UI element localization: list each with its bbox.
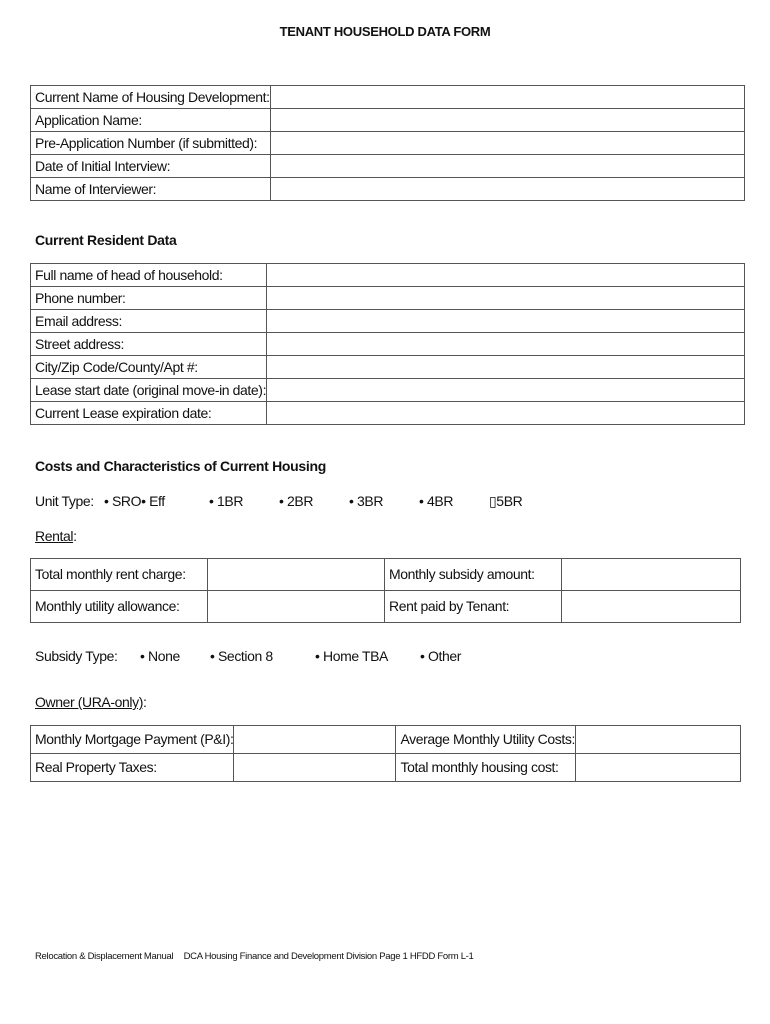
email-address-label: Email address: (31, 310, 267, 333)
street-address-label: Street address: (31, 333, 267, 356)
rent-charge-field[interactable] (208, 559, 385, 591)
table-row (31, 379, 745, 402)
unit-type-option-4br[interactable]: • 4BR (419, 493, 454, 509)
owner-label: Owner (URA-only) (35, 694, 143, 710)
property-taxes-label: Real Property Taxes: (31, 754, 234, 782)
street-address-field[interactable] (267, 333, 745, 356)
email-address-field[interactable] (267, 310, 745, 333)
rent-paid-field[interactable] (562, 591, 741, 623)
housing-development-field[interactable] (270, 86, 744, 109)
table-row (31, 109, 745, 132)
phone-number-label: Phone number: (31, 287, 267, 310)
unit-type-label: Unit Type: (35, 493, 94, 509)
unit-type-row (0, 493, 770, 513)
utility-allowance-label: Monthly utility allowance: (31, 591, 208, 623)
table-row (31, 155, 745, 178)
table-row (31, 287, 745, 310)
table-row (31, 559, 741, 591)
page-footer (35, 951, 482, 962)
housing-development-label: Current Name of Housing Development: (31, 86, 271, 109)
head-of-household-label: Full name of head of household: (31, 264, 267, 287)
unit-type-option-1br[interactable]: • 1BR (209, 493, 244, 509)
subsidy-amount-label: Monthly subsidy amount: (385, 559, 562, 591)
costs-section-heading: Costs and Characteristics of Current Housing (35, 458, 326, 474)
table-row (31, 178, 745, 201)
subsidy-option-home-tba[interactable]: • Home TBA (315, 648, 389, 664)
subsidy-type-row (0, 648, 770, 668)
table-row (31, 402, 745, 425)
table-row (31, 132, 745, 155)
property-taxes-field[interactable] (234, 754, 396, 782)
subsidy-amount-field[interactable] (562, 559, 741, 591)
interviewer-name-label: Name of Interviewer: (31, 178, 271, 201)
housing-cost-field[interactable] (575, 754, 740, 782)
resident-section-heading: Current Resident Data (35, 232, 177, 248)
table-row (31, 726, 741, 754)
owner-colon: : (142, 694, 147, 710)
table-row (31, 333, 745, 356)
table-row (31, 591, 741, 623)
rental-label: Rental (35, 528, 74, 544)
owner-costs-table (30, 725, 741, 782)
rent-paid-label: Rent paid by Tenant: (385, 591, 562, 623)
unit-type-option-sro-eff[interactable]: • SRO• Eff (104, 493, 165, 509)
table-row (31, 86, 745, 109)
rental-label-wrap (35, 528, 77, 544)
owner-label-wrap (35, 694, 146, 710)
mortgage-payment-field[interactable] (234, 726, 396, 754)
lease-start-field[interactable] (267, 379, 745, 402)
table-row (31, 310, 745, 333)
subsidy-option-section-8[interactable]: • Section 8 (210, 648, 273, 664)
housing-cost-label: Total monthly housing cost: (396, 754, 575, 782)
city-zip-field[interactable] (267, 356, 745, 379)
utility-costs-label: Average Monthly Utility Costs: (396, 726, 575, 754)
utility-costs-field[interactable] (575, 726, 740, 754)
development-info-table (30, 85, 745, 201)
footer-manual: Relocation & Displacement Manual (35, 951, 174, 962)
interview-date-label: Date of Initial Interview: (31, 155, 271, 178)
resident-data-table (30, 263, 745, 425)
table-row (31, 754, 741, 782)
lease-expiration-field[interactable] (267, 402, 745, 425)
head-of-household-field[interactable] (267, 264, 745, 287)
pre-application-number-field[interactable] (270, 132, 744, 155)
footer-division: DCA Housing Finance and Development Division Page 1 HFDD Form L-1 (183, 951, 474, 962)
form-title: TENANT HOUSEHOLD DATA FORM (279, 24, 491, 39)
table-row (31, 264, 745, 287)
lease-expiration-label: Current Lease expiration date: (31, 402, 267, 425)
mortgage-payment-label: Monthly Mortgage Payment (P&I): (31, 726, 234, 754)
unit-type-option-2br[interactable]: • 2BR (279, 493, 314, 509)
rental-costs-table (30, 558, 741, 623)
table-row (31, 356, 745, 379)
unit-type-option-5br[interactable]: ▯5BR (489, 493, 523, 509)
subsidy-type-label: Subsidy Type: (35, 648, 118, 664)
subsidy-option-other[interactable]: • Other (420, 648, 462, 664)
city-zip-label: City/Zip Code/County/Apt #: (31, 356, 267, 379)
rent-charge-label: Total monthly rent charge: (31, 559, 208, 591)
subsidy-option-none[interactable]: • None (140, 648, 180, 664)
interview-date-field[interactable] (270, 155, 744, 178)
lease-start-label: Lease start date (original move-in date): (31, 379, 267, 402)
pre-application-number-label: Pre-Application Number (if submitted): (31, 132, 271, 155)
phone-number-field[interactable] (267, 287, 745, 310)
interviewer-name-field[interactable] (270, 178, 744, 201)
rental-colon: : (73, 528, 77, 544)
application-name-field[interactable] (270, 109, 744, 132)
unit-type-option-3br[interactable]: • 3BR (349, 493, 384, 509)
application-name-label: Application Name: (31, 109, 271, 132)
utility-allowance-field[interactable] (208, 591, 385, 623)
